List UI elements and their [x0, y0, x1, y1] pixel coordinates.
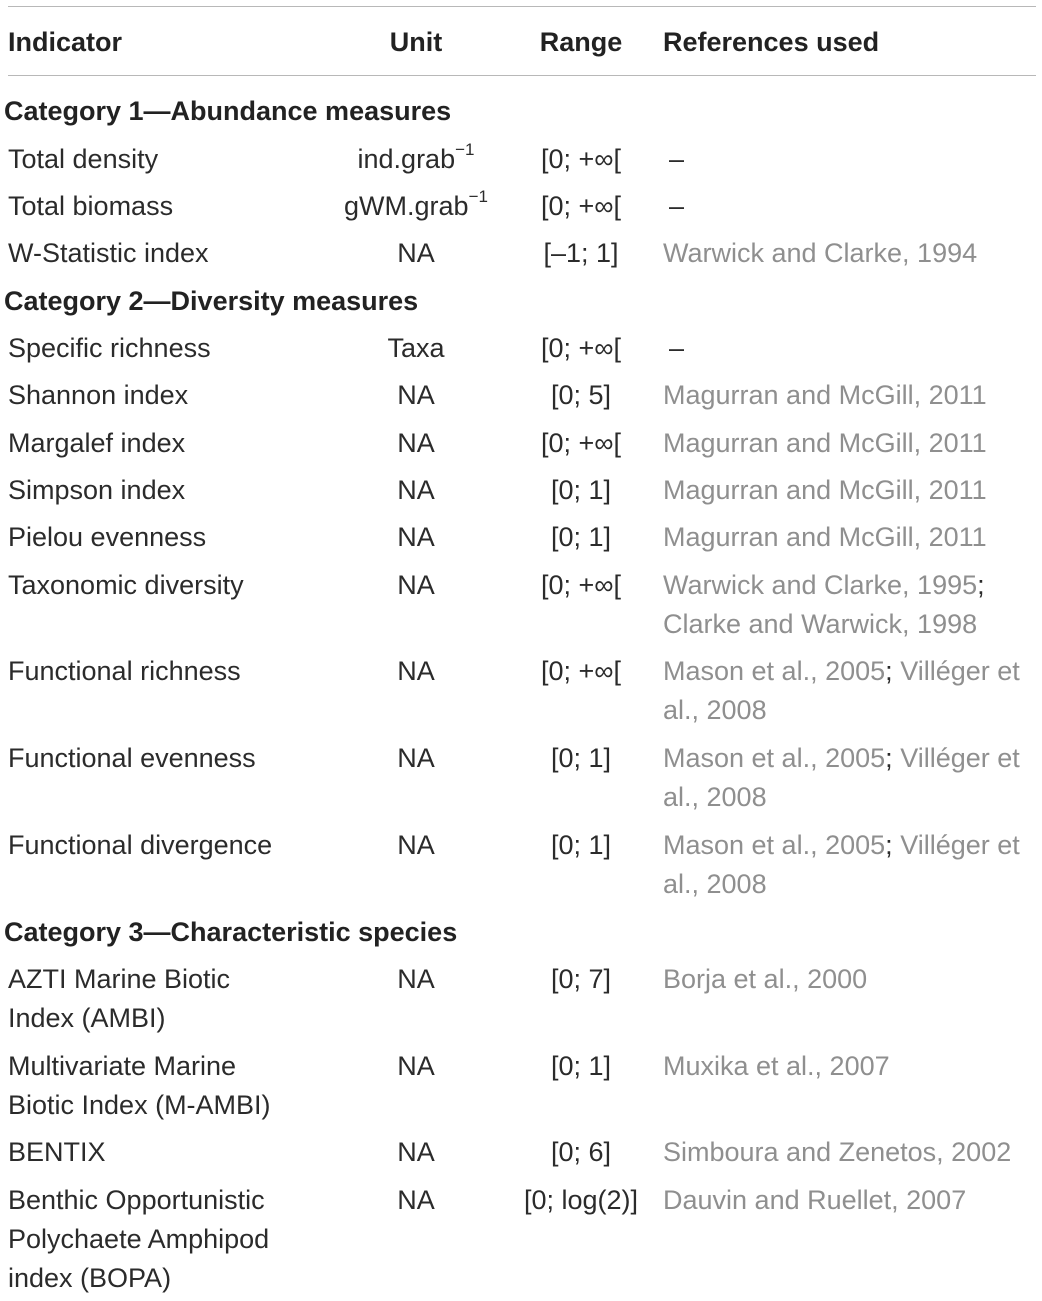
reference-cell: Warwick and Clarke, 1995; Clarke and Warwick, 1998 — [663, 570, 985, 639]
range-cell: [0; +∞[ — [540, 191, 622, 221]
indicator-cell: Total density — [8, 144, 159, 174]
category-heading: Category 2—Diversity measures — [4, 286, 419, 316]
unit-cell: NA — [397, 830, 435, 860]
indicator-cell: Functional evenness — [8, 743, 256, 773]
reference-cell: Mason et al., 2005; Villéger et al., 2008 — [663, 743, 1020, 812]
table-top-rule — [8, 6, 1036, 7]
category-heading: Category 1—Abundance measures — [4, 96, 452, 126]
range-cell: [0; log(2)] — [523, 1185, 639, 1215]
unit-cell: gWM.grab$^{-1}$ — [344, 187, 488, 221]
range-cell: [0; +∞[ — [540, 144, 622, 174]
indicator-cell: AZTI Marine Biotic Index (AMBI) — [8, 964, 231, 1033]
indicator-cell: Simpson index — [8, 475, 186, 505]
unit-cell: NA — [397, 1137, 435, 1167]
reference-cell: Borja et al., 2000 — [663, 964, 868, 994]
indicator-cell: Multivariate Marine Biotic Index (M-AMBI) — [8, 1051, 271, 1120]
range-cell: [0; 1] — [550, 1051, 612, 1081]
unit-cell: NA — [397, 475, 435, 505]
range-cell: [0; +∞[ — [540, 428, 622, 458]
range-cell: [0; 1] — [550, 830, 612, 860]
range-cell: [0; 1] — [550, 475, 612, 505]
indicator-cell: Shannon index — [8, 380, 189, 410]
unit-cell: NA — [397, 964, 435, 994]
reference-cell: – — [669, 144, 685, 174]
reference-cell: Warwick and Clarke, 1994 — [663, 238, 978, 268]
unit-cell: ind.grab$^{-1}$ — [357, 140, 475, 174]
indicator-cell: Pielou evenness — [8, 522, 207, 552]
reference-cell: – — [669, 191, 685, 221]
reference-cell: Magurran and McGill, 2011 — [663, 428, 987, 458]
reference-cell: Mason et al., 2005; Villéger et al., 2008 — [663, 656, 1020, 725]
indicator-cell: W-Statistic index — [8, 238, 209, 268]
unit-cell: NA — [397, 380, 435, 410]
range-cell: [0; +∞[ — [540, 333, 622, 363]
range-cell: [–1; 1] — [543, 238, 619, 268]
unit-cell: NA — [397, 238, 435, 268]
range-cell: [0; +∞[ — [540, 656, 622, 686]
unit-cell: NA — [397, 570, 435, 600]
range-cell: [0; +∞[ — [540, 570, 622, 600]
indicator-cell: Functional divergence — [8, 830, 273, 860]
table-header-rule — [8, 75, 1036, 76]
reference-cell: Muxika et al., 2007 — [663, 1051, 890, 1081]
range-cell: [0; 1] — [550, 743, 612, 773]
unit-cell: NA — [397, 1185, 435, 1215]
unit-cell: NA — [397, 522, 435, 552]
indicator-cell: Total biomass — [8, 191, 174, 221]
indicator-cell: Margalef index — [8, 428, 186, 458]
range-cell: [0; 5] — [550, 380, 612, 410]
indicator-cell: BENTIX — [8, 1137, 106, 1167]
reference-cell: Magurran and McGill, 2011 — [663, 475, 987, 505]
unit-cell: NA — [397, 428, 435, 458]
reference-cell: Magurran and McGill, 2011 — [663, 380, 987, 410]
reference-cell: Mason et al., 2005; Villéger et al., 2008 — [663, 830, 1020, 899]
reference-cell: Dauvin and Ruellet, 2007 — [663, 1185, 967, 1215]
range-cell: [0; 1] — [550, 522, 612, 552]
range-cell: [0; 6] — [550, 1137, 612, 1167]
indicator-cell: Functional richness — [8, 656, 241, 686]
reference-cell: Simboura and Zenetos, 2002 — [663, 1137, 1012, 1167]
indicator-cell: Taxonomic diversity — [8, 570, 244, 600]
reference-cell: – — [669, 333, 685, 363]
indicator-cell: Benthic Opportunistic Polychaete Amphipod index (BOPA) — [8, 1185, 270, 1293]
header-range: Range — [539, 27, 623, 57]
unit-cell: NA — [397, 743, 435, 773]
unit-cell: Taxa — [387, 333, 445, 363]
indicator-cell: Specific richness — [8, 333, 211, 363]
header-unit: Unit — [389, 27, 443, 57]
unit-cell: NA — [397, 1051, 435, 1081]
range-cell: [0; 7] — [550, 964, 612, 994]
unit-cell: NA — [397, 656, 435, 686]
table-header — [0, 22, 1042, 62]
header-references: References used — [663, 27, 880, 57]
category-heading: Category 3—Characteristic species — [4, 917, 458, 947]
header-indicator: Indicator — [8, 27, 123, 57]
reference-cell: Magurran and McGill, 2011 — [663, 522, 987, 552]
